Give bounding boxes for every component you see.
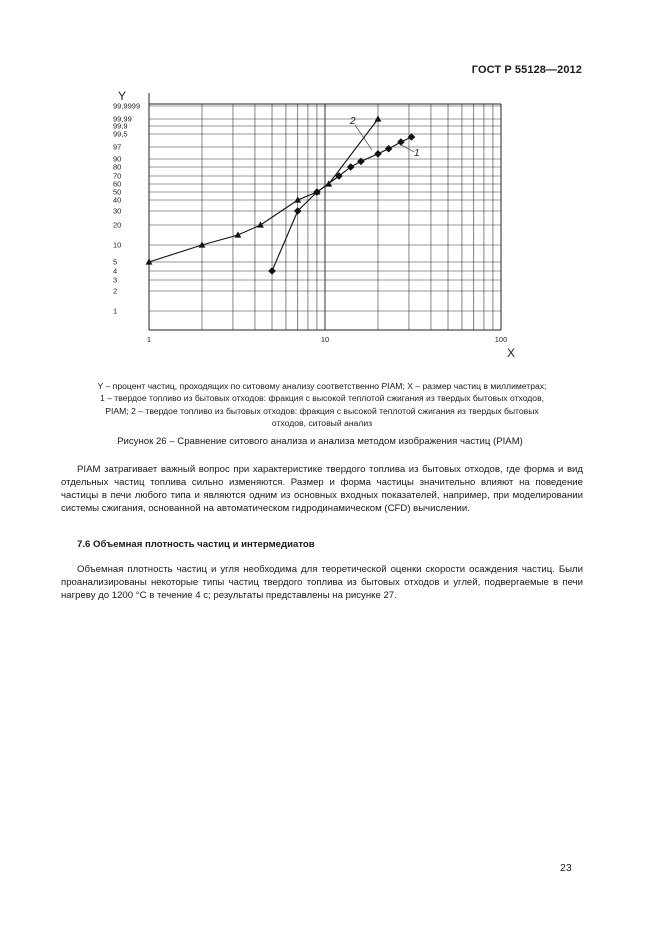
y-tick-label: 70 [113, 171, 122, 181]
standard-header: ГОСТ Р 55128—2012 [471, 64, 582, 76]
diamond-marker [374, 150, 382, 158]
paragraph-text: Объемная плотность частиц и угля необходима для теоретической оценки скорости осаждения частиц. Были проанализированы некоторые типы частиц твердого топлива из бытовых отходов и углей, подвергаемые в печи нагреву до 1200 °С в течение 4 с; результаты представлены на рисунке 27. [61, 564, 583, 602]
curve-label-1-leader [398, 143, 414, 152]
y-tick-label: 4 [113, 266, 118, 276]
sieve-vs-piam-chart [0, 0, 661, 380]
y-tick-label: 20 [113, 220, 122, 230]
chart-grid [149, 93, 501, 330]
y-tick-label: 99,5 [113, 129, 128, 139]
x-tick-label: 100 [494, 335, 508, 344]
y-tick-label: 2 [113, 286, 118, 296]
body-paragraph [61, 563, 583, 602]
y-tick-label: 60 [113, 179, 122, 189]
y-tick-label: 97 [113, 142, 122, 152]
body-paragraph [61, 463, 583, 515]
x-tick-label: 1 [146, 335, 152, 344]
triangle-marker [375, 115, 382, 121]
series-line-2 [149, 119, 378, 262]
legend-line: 1 – твердое топливо из бытовых отходов: фракция с высокой теплотой сжигания из твердых бытовых отходов, [99, 393, 545, 404]
section-title: 7.6 Объемная плотность частиц и интермедиатов [77, 539, 315, 550]
paragraph-text: PIAM затрагивает важный вопрос при характеристике твердого топлива из бытовых отходов, где форма и вид отдельных частиц топлива сильно изменяются. Размер и форма частицы значительно влияют на поведение частицы в печи любого типа и являются одним из основных входных показателей, например, при моделировании системы сжигания, основанной на автоматическом гидродинамическом (CFD) вычислении. [61, 464, 583, 515]
y-tick-label: 30 [113, 206, 122, 216]
y-axis-label: Y [118, 89, 127, 103]
diamond-marker [385, 145, 393, 153]
triangle-marker [257, 221, 264, 227]
curve-label-1: 1 [414, 148, 420, 159]
y-tick-label: 99,9999 [113, 101, 141, 111]
y-tick-label: 90 [113, 154, 122, 164]
y-tick-label: 99,9 [113, 121, 128, 131]
y-tick-label: 10 [113, 240, 122, 250]
page-number: 23 [560, 862, 572, 874]
legend-line: Y – процент частиц, проходящих по ситовому анализу соответственно PIAM; X – размер частиц в миллиметрах; [97, 381, 547, 391]
chart-series [146, 115, 416, 274]
y-tick-label: 99,99 [113, 114, 132, 124]
x-tick-label: 10 [320, 335, 330, 344]
y-tick-label: 3 [113, 275, 118, 285]
y-tick-label: 40 [113, 195, 122, 205]
y-tick-label: 50 [113, 187, 122, 197]
figure-legend [44, 380, 600, 429]
y-tick-label: 1 [113, 306, 118, 316]
legend-line: отходов, ситовый анализ [271, 417, 373, 428]
legend-line: PIAM; 2 – твердое топливо из бытовых отходов: фракция с высокой теплотой сжигания из твердых бытовых [105, 405, 539, 416]
figure-caption: Рисунок 26 – Сравнение ситового анализа и анализа методом изображения частиц (PIAM) [117, 436, 523, 447]
diamond-marker [268, 267, 276, 275]
series-line-1 [272, 137, 411, 271]
x-axis-label: X [507, 346, 516, 360]
curve-label-2: 2 [350, 116, 356, 127]
y-tick-label: 5 [113, 257, 118, 267]
y-tick-label: 80 [113, 162, 122, 172]
